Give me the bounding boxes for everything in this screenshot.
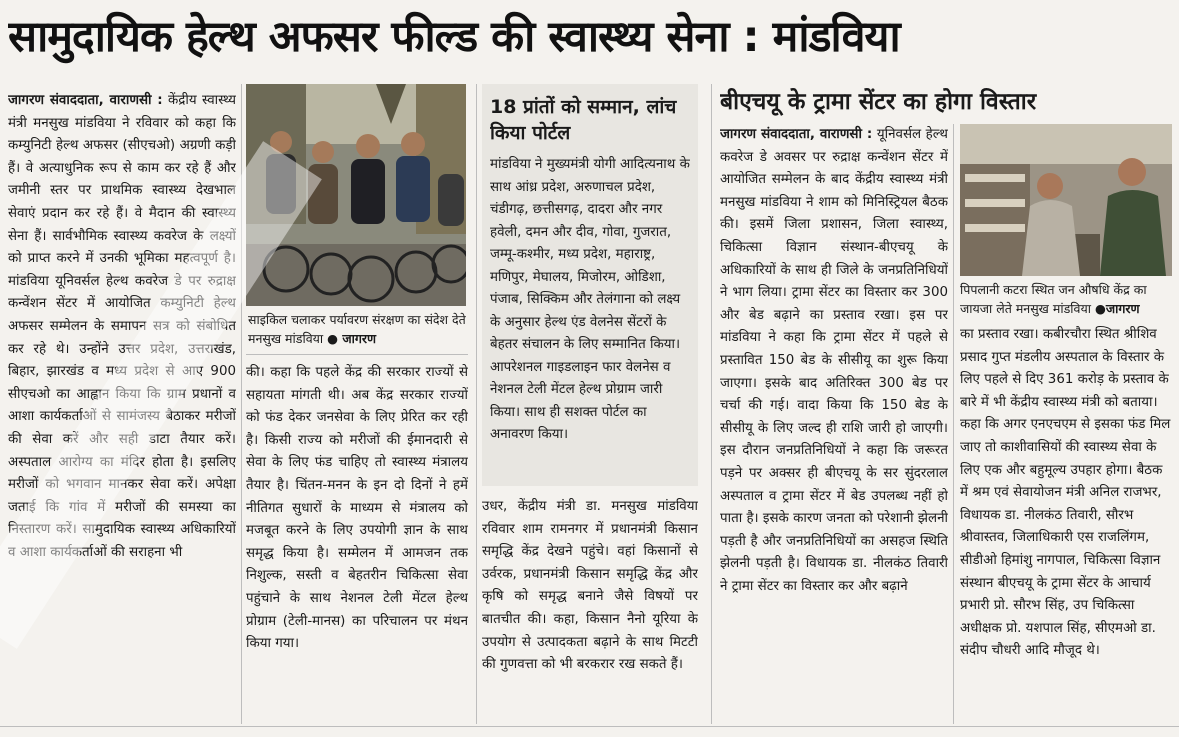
farmer-centre-article xyxy=(482,496,698,724)
bicycle-rally-photo xyxy=(246,84,466,306)
trauma-article-byline: जागरण संवाददाता, वाराणसी : xyxy=(720,127,873,142)
main-article-byline: जागरण संवाददाता, वाराणसी : xyxy=(8,93,163,108)
main-article-column-2 xyxy=(246,362,468,724)
bicycle-photo-caption xyxy=(248,310,466,350)
pharmacy-photo-caption xyxy=(960,280,1172,320)
bicycle-photo-credit: ● जागरण xyxy=(327,331,377,346)
page-bottom-rule xyxy=(0,726,1179,727)
awards-box-heading: 18 प्रांतों को सम्मान, लांच किया पोर्टल xyxy=(490,96,677,144)
farmer-centre-text: उधर, केंद्रीय मंत्री डा. मनसुख मांडविया रविवार शाम रामनगर में प्रधानमंत्री किसान समृद्धि केंद्र देखने पहुंचे। वहां किसानों से उर्वरक, प्रधानमंत्री किसान समृद्धि केंद्र और कृषि को समृद्ध बनाने जैसे विषयों पर बातचीत की। कहा, किसान नैनो यूरिया के उपयोग से उत्पादकता बढ़ाने के साथ मिटटी की गुणवत्ता को भी बरकरार रख सकते हैं। xyxy=(482,499,698,673)
main-article-col1-text: केंद्रीय स्वास्थ्य मंत्री मनसुख मांडविया ने रविवार को कहा कि कम्युनिटी हेल्थ अफसर (सीएचओ) अग्रणी कड़ी हैं। वे अत्याधुनिक रूप से काम कर रहे हैं और जमीनी स्तर पर प्राथमिक स्वास्थ्य देखभाल सेवाएं प्रदान कर रहे हैं। वे मैदान की स्वास्थ्य सेना हैं। सार्वभौमिक स्वास्थ्य कवरेज के लक्ष्यों को प्राप्त करने में उनकी भूमिका महत्वपूर्ण है। मांडविया यूनिवर्सल हेल्थ कवरेज डे पर रुद्राक्ष कन्वेंशन सेंटर में आयोजित कम्युनिटी हेल्थ अफसर सम्मेलन के समापन सत्र को संबोधित कर रहे थे। उन्होंने उत्तर प्रदेश, उत्तराखंड, बिहार, झारखंड व मध्य प्रदेश से आए 900 सीएचओ का आह्वान किया कि ग्राम प्रधानों व आशा कार्यकर्ताओं से सामंजस्य बैठाकर मरीजों की सेवा करें और सही डाटा तैयार करें। अस्पताल आरोग्य का मंदिर होता है। इसलिए मरीजों को भगवान मानकर सेवा करें। अपेक्षा जताई कि गांव में मरीजों की समस्या का निस्तारण करें। सामुदायिक स्वास्थ्य अधिकारियों व आशा कार्यकर्ताओं की सराहना भी xyxy=(8,93,236,560)
pharmacy-caption-text: पिपलानी कटरा स्थित जन औषधि केंद्र का जायजा लेते मनसुख मांडविया xyxy=(960,282,1147,316)
trauma-article-heading: बीएचयू के ट्रामा सेंटर का होगा विस्तार xyxy=(720,89,1037,115)
trauma-col2-text: का प्रस्ताव रखा। कबीरचौरा स्थित श्रीशिव प्रसाद गुप्त मंडलीय अस्पताल के विस्तार के लिए पहले से दिए 361 करोड़ के प्रस्ताव के बारे में भी केंद्रीय स्वास्थ्य मंत्री को बताया। कहा कि अगर एनएचएम से इसका फंड मिल जाए तो काशीवासियों की स्वास्थ्य सेवा के लिए एक और बहुमूल्य उपहार होगा। बैठक में श्रम एवं सेवायोजन मंत्री अनिल राजभर, विधायक डा. नीलकंठ तिवारी, सौरभ श्रीवास्तव, जिलाधिकारी एस राजलिंगम, सीडीओ हिमांशु नागपाल, चिकित्सा विज्ञान संस्थान बीएचयू के ट्रामा सेंटर के आचार्य प्रभारी प्रो. सौरभ सिंह, उप चिकित्सा अधीक्षक प्रो. यशपाल सिंह, सीएमओ डा. संदीप चौधरी आदि मौजूद थे। xyxy=(960,327,1171,659)
awards-box xyxy=(482,84,698,486)
column-divider xyxy=(711,84,712,724)
awards-box-text: मांडविया ने मुख्यमंत्री योगी आदित्यनाथ के साथ आंध्र प्रदेश, अरुणाचल प्रदेश, चंडीगढ़, छत्तीसगढ़, दादरा और नगर हवेली, दमन और दीव, गोवा, गुजरात, जम्मू-कश्मीर, मध्य प्रदेश, महाराष्ट्र, मणिपुर, मेघालय, मिजोरम, ओडिशा, पंजाब, सिक्किम और तेलंगाना को लक्ष्य के अनुसार हेल्थ एंड वेलनेस सेंटरों के बेहतर संचालन के लिए सम्मानित किया। आपरेशनल गाइडलाइन फार वेलनेस व नेशनल टेली मेंटल हेल्थ प्रोग्राम जारी किया। साथ ही सशक्त पोर्टल का अनावरण किया। xyxy=(490,157,690,442)
main-article-column-1 xyxy=(8,90,236,722)
column-divider xyxy=(953,124,954,724)
column-divider xyxy=(241,84,242,724)
pharmacy-photo-credit: ●जागरण xyxy=(1094,301,1140,316)
pharmacy-visit-photo xyxy=(960,124,1172,276)
bicycle-caption-text: साइकिल चलाकर पर्यावरण संरक्षण का संदेश देते मनसुख मांडविया xyxy=(248,312,466,346)
column-divider xyxy=(476,84,477,724)
trauma-col1-text: यूनिवर्सल हेल्थ कवरेज डे अवसर पर रुद्राक्ष कन्वेंशन सेंटर में आयोजित सम्मेलन के बाद केंद्रीय स्वास्थ्य मंत्री मनसुख मांडविया ने शाम को मिनिस्ट्रियल बैठक की। इसमें जिला प्रशासन, जिला स्वास्थ्य, चिकित्सा विज्ञान संस्थान-बीएचयू के अधिकारियों के साथ ही जिले के जनप्रतिनिधियों ने भाग लिया। ट्रामा सेंटर का विस्तार कर 300 और बेड बढ़ाने का प्रस्ताव रखा। इस पर मांडविया ने कहा कि ट्रामा सेंटर में पहले से प्रस्तावित 150 बेड के सीसीयू का शुरू किया जाएगा। इसके बाद अतिरिक्त 300 बेड पर चर्चा की गई। वादा किया कि 150 बेड के सीसीयू के लिए जल्द ही राशि जारी हो जाएगी। इस दौरान जनप्रतिनिधियों ने कहा कि जरूरत पड़ने पर अक्सर ही बीएचयू के सर सुंदरलाल अस्पताल व ट्रामा सेंटर में बेड उपलब्ध नहीं हो पाता है। इसके कारण जनता को परेशानी झेलनी पड़ती है और जनप्रतिनिधियों का असहज स्थिति झेलनी पड़ती है। विधायक डा. नीलकंठ तिवारी ने ट्रामा सेंटर का विस्तार कर और बढ़ाने xyxy=(720,127,948,594)
main-article-col2-text: की। कहा कि पहले केंद्र की सरकार राज्यों से सहायता मांगती थी। अब केंद्र सरकार राज्यों को फंड देकर जनसेवा के लिए प्रेरित कर रही है। किसी राज्य को मरीजों की ईमानदारी से सेवा के लिए फंड चाहिए तो स्वास्थ्य मंत्रालय तैयार है। चिंतन-मनन के इन दो दिनों ने हमें नीतिगत सुधारों के माध्यम से मंत्रालय को मजबूत करने के लिए उपयोगी ज्ञान के साथ समृद्ध किया है। सम्मेलन में आमजन तक निशुल्क, सस्ती व बेहतरीन चिकित्सा सेवा पहुंचाने के साथ नेशनल टेली मेंटल हेल्थ प्रोग्राम (टेली-मानस) का परिचालन पर मंथन किया गया। xyxy=(246,365,468,652)
headline: सामुदायिक हेल्थ अफसर फील्ड की स्वास्थ्य सेना : मांडविया xyxy=(8,12,900,62)
trauma-article-column-2 xyxy=(960,324,1172,724)
trauma-article-column-1 xyxy=(720,124,948,724)
caption-divider xyxy=(246,354,468,355)
